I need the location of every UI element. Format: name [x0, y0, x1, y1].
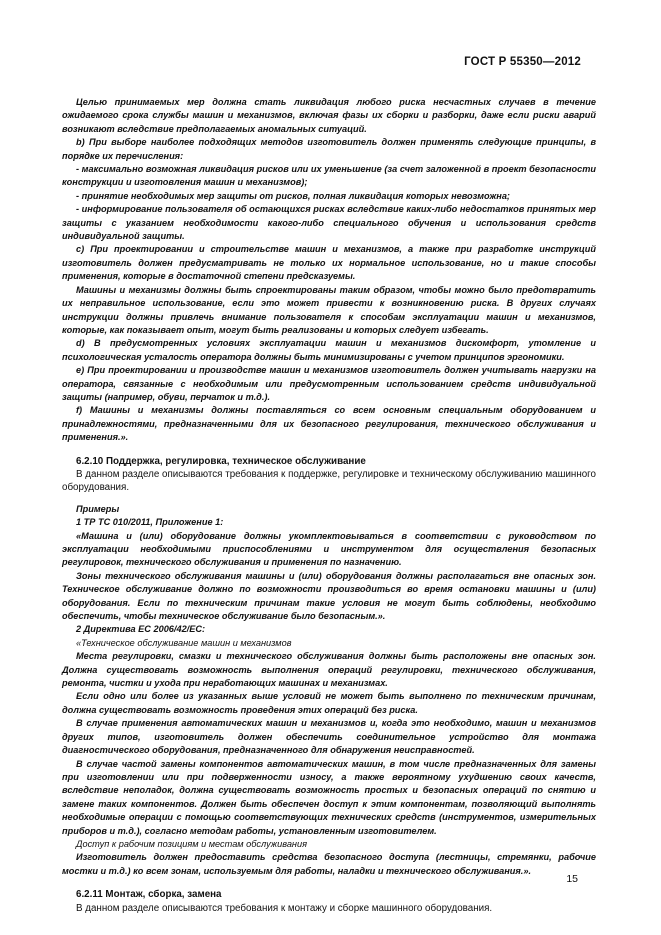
example-2-paragraph: Изготовитель должен предоставить средства безопасного доступа (лестницы, стремянки, рабочие мостки и т.д.) ко всем зонам, используемым для работы, наладки и технического обслуживания.». — [62, 852, 596, 876]
example-2-paragraph: Если одно или более из указанных выше условий не может быть выполнено по техническим причинам, должна существовать возможность проведения этих операций без риска. — [62, 691, 596, 715]
example-1-paragraph: «Машина и (или) оборудование должны укомплектовываться в соответствии с руководством по эксплуатации необходимыми приспособлениями и инструментом для осуществления безопасных регулировок, технического обслуживания и применения по назначению. — [62, 530, 596, 568]
principle-d: d) В предусмотренных условиях эксплуатации машин и механизмов дискомфорт, утомление и психологическая усталость оператора должны быть минимизированы с учетом принципов эргономики. — [62, 338, 596, 362]
list-item: - максимально возможная ликвидация рисков или их уменьшение (за счет заложенной в проект безопасности конструкции и изготовления машин и механизмов); — [62, 164, 596, 188]
list-item: - информирование пользователя об остающихся рисках вследствие каких-либо недостатков принятых мер защиты с указанием необходимости какого-либо специального обучения и использования средств индивидуальной защиты. — [62, 204, 596, 242]
example-2-subheading: «Техническое обслуживание машин и механизмов — [76, 637, 292, 648]
principle-e: e) При проектировании и производстве машин и механизмов изготовитель должен учитывать нагрузки на оператора, связанные с необходимым или предусмотренным использованием средств индивидуальной защиты (например, обуви, перчаток и т.д.). — [62, 365, 596, 402]
example-2-paragraph: Места регулировки, смазки и технического обслуживания должны быть расположены вне опасных зон. Должна существовать возможность выполнения операций регулировки, технического обслуживания, ремонта, чистки и ухода при неработающих машинах и механизмах. — [62, 651, 596, 689]
example-1-reference: 1 ТР ТС 010/2011, Приложение 1: — [76, 517, 224, 528]
standard-header: ГОСТ Р 55350—2012 — [464, 56, 581, 68]
principle-c: c) При проектировании и строительстве машин и механизмов, а также при разработке инструкций изготовитель должен предусматривать не только их нормальное использование, но и такие способы применения, которые в достаточной степени предсказуемы. — [62, 244, 596, 282]
misuse-paragraph: Машины и механизмы должны быть спроектированы таким образом, чтобы можно было предотвратить их неправильное использование, если это может привести к возникновению риска. В других случаях инструкции должны привлечь внимание пользователя к способам эксплуатации машин и механизмов, которые, как показывает опыт, могут быть реализованы и которых следует избегать. — [62, 284, 596, 335]
section-title-6-2-11: 6.2.11 Монтаж, сборка, замена — [76, 889, 222, 901]
principle-f: f) Машины и механизмы должны поставляться со всем основным специальным оборудованием и принадлежностями, предназначенными для их безопасного регулирования, технического обслуживания и применения.». — [62, 405, 596, 443]
example-2-paragraph: В случае применения автоматических машин и механизмов и, когда это необходимо, машин и механизмов других типов, изготовитель должен обеспечить соединительное устройство для монтажа диагностического оборудования, предназначенного для обнаружения неисправностей. — [62, 718, 596, 756]
section-text-6-2-10: В данном разделе описываются требования к поддержке, регулировке и техническому обслуживанию машинного оборудования. — [62, 468, 596, 494]
list-item: - принятие необходимых мер защиты от рисков, полная ликвидация которых невозможна; — [76, 190, 510, 201]
example-2-subheading: Доступ к рабочим позициям и местам обслуживания — [76, 838, 308, 849]
example-1-paragraph: Зоны технического обслуживания машины и (или) оборудования должны располагаться вне опасных зон. Техническое обслуживание должно по возможности производиться во время остановки машины и (или) оборудования. Если по техническим причинам такие условия не могут быть соблюдены, необходимо обеспечить, чтобы техническое обслуживание было безопасным.». — [62, 570, 596, 622]
page-number: 15 — [566, 873, 578, 885]
example-2-paragraph: В случае частой замены компонентов автоматических машин, в том числе предназначенных для замены при изготовлении или при подверженности износу, а также вероятному ухудшению своих качеств, вследствие неполадок, должна существовать возможность простых и безопасных операций по снятию и замене таких компонентов. Должен быть обеспечен доступ к этим компонентам, позволяющий выполнять необходимые операции с помощью соответствующих технических средств (инструментов, измерительных приборов и т.д.), согласно методам работы, установленным изготовителем. — [62, 758, 596, 836]
section-title-6-2-10: 6.2.10 Поддержка, регулировка, техническое обслуживание — [76, 455, 366, 467]
document-body — [62, 96, 596, 915]
section-text-6-2-11: В данном разделе описываются требования к монтажу и сборке машинного оборудования. — [76, 902, 493, 914]
examples-label: Примеры — [76, 503, 120, 514]
intro-paragraph: Целью принимаемых мер должна стать ликвидация любого риска несчастных случаев в течение ожидаемого срока службы машин и механизмов, включая фазы их сборки и разборки, даже если риски аварий возникают вследствие предполагаемых аномальных ситуаций. — [62, 97, 596, 134]
principle-b: b) При выборе наиболее подходящих методов изготовитель должен применять следующие принципы, в порядке их перечисления: — [62, 137, 596, 161]
example-2-reference: 2 Директива ЕС 2006/42/ЕС: — [76, 624, 206, 635]
